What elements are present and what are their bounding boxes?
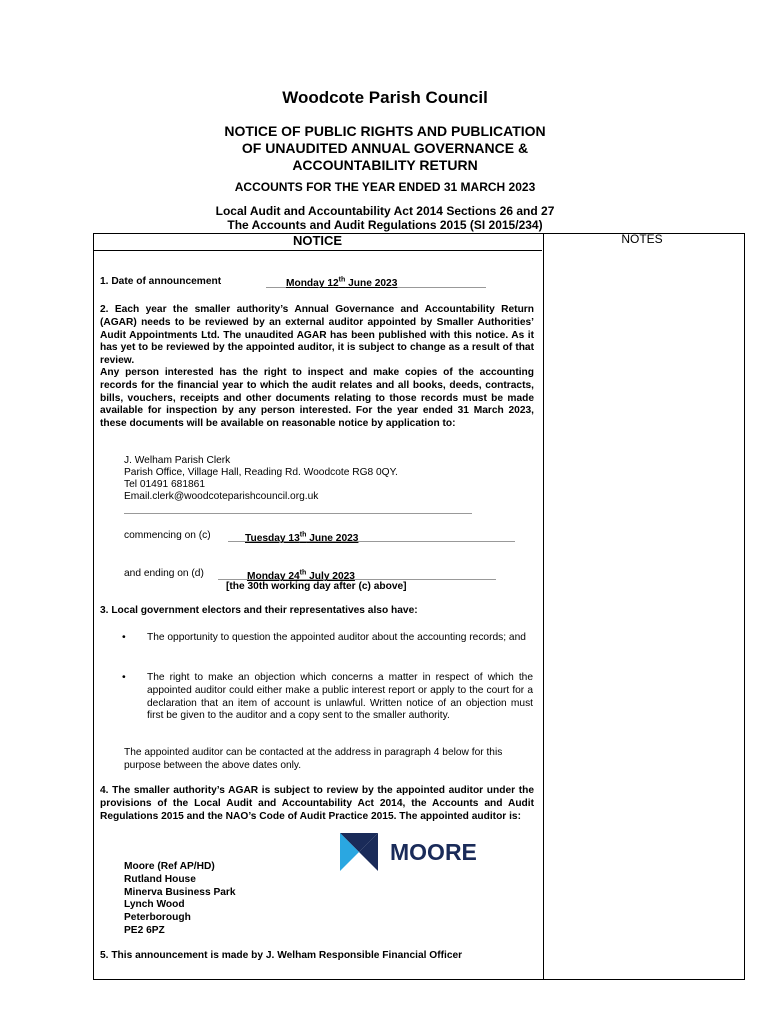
bullet-1-marker: • xyxy=(122,631,126,643)
commencing-label: commencing on (c) xyxy=(124,530,211,541)
auditor-line-5: Peterborough xyxy=(124,912,191,924)
bullet-2-marker: • xyxy=(122,671,126,683)
moore-logo xyxy=(340,833,490,871)
notes-column xyxy=(542,233,745,980)
legislation-line-2: The Accounts and Audit Regulations 2015 (SI 2015/234) xyxy=(227,218,543,232)
ending-label: and ending on (d) xyxy=(124,568,204,579)
legislation-line-1: Local Audit and Accountability Act 2014 Sections 26 and 27 xyxy=(215,204,555,218)
legislation xyxy=(0,204,770,232)
auditor-line-3: Minerva Business Park xyxy=(124,886,236,898)
auditor-address xyxy=(124,861,236,938)
contact-divider xyxy=(124,504,472,514)
section-3-heading: 3. Local government electors and their representatives also have: xyxy=(100,605,418,616)
notice-title-line-3: ACCOUNTABILITY RETURN xyxy=(292,157,478,173)
contact-email: Email.clerk@woodcoteparishcouncil.org.uk xyxy=(124,491,319,502)
commencing-date: Tuesday 13th June 2023 xyxy=(245,532,359,545)
notice-title-line-1: NOTICE OF PUBLIC RIGHTS AND PUBLICATION xyxy=(224,123,546,139)
auditor-line-2: Rutland House xyxy=(124,873,196,885)
working-day-note: [the 30th working day after (c) above] xyxy=(226,581,407,592)
contact-tel: Tel 01491 681861 xyxy=(124,479,206,490)
section-2-paragraph-1: 2. Each year the smaller authority’s Annual Governance and Accountability Return (AGAR) needs to be reviewed by an external auditor appointed by Smaller Authorities’ Audit Appointments Ltd. The unaudited AGAR has been published with this notice. As it has yet to be reviewed by the appointed auditor, it is subject to change as a result of that review. xyxy=(100,304,534,367)
section-5-statement: 5. This announcement is made by J. Welham Responsible Financial Officer xyxy=(100,950,463,961)
notice-heading-row xyxy=(93,233,542,251)
notice-title-line-2: OF UNAUDITED ANNUAL GOVERNANCE & xyxy=(241,140,529,156)
council-name: Woodcote Parish Council xyxy=(282,88,488,107)
ending-date: Monday 24th July 2023 xyxy=(247,570,355,583)
moore-logo-text: MOORE xyxy=(390,839,477,865)
section-3-bullet-2: The right to make an objection which concerns a matter in respect of which the appointed auditor could either make a public interest report or apply to the court for a declaration that an item of account is unlawful. Written notice of an objection must first be given to the auditor and a copy sent to the smaller authority. xyxy=(147,672,533,722)
announcement-date: Monday 12th June 2023 xyxy=(286,277,398,290)
accounts-line: ACCOUNTS FOR THE YEAR ENDED 31 MARCH 2023 xyxy=(234,180,536,194)
auditor-line-1: Moore (Ref AP/HD) xyxy=(124,861,215,872)
notice-title xyxy=(0,123,770,174)
section-4-paragraph: 4. The smaller authority’s AGAR is subject to review by the appointed auditor under the provisions of the Local Audit and Accountability Act 2014, the Accounts and Audit Regulations 2015 and the NAO’s Code of Audit Practice 2015. The appointed auditor is: xyxy=(100,785,534,822)
notice-heading: NOTICE xyxy=(292,233,343,248)
auditor-line-4: Lynch Wood xyxy=(124,899,185,911)
contact-address: Parish Office, Village Hall, Reading Rd. Woodcote RG8 0QY. xyxy=(124,467,398,478)
notes-heading: NOTES xyxy=(621,232,663,246)
section-2-paragraph-2: Any person interested has the right to inspect and make copies of the accounting records for the financial year to which the audit relates and all books, deeds, contracts, bills, vouchers, receipts and other documents relating to those records must be made available for inspection by any person interested. For the year ended 31 March 2023, these documents will be available on reasonable notice by application to: xyxy=(100,367,534,430)
date-of-announcement-label: 1. Date of announcement xyxy=(100,276,222,287)
auditor-contact-note: The appointed auditor can be contacted at the address in paragraph 4 below for this purpose between the above dates only. xyxy=(124,747,503,771)
section-3-bullet-1: The opportunity to question the appointed auditor about the accounting records; and xyxy=(147,632,526,643)
contact-name: J. Welham Parish Clerk xyxy=(124,455,231,466)
auditor-line-6: PE2 6PZ xyxy=(124,924,165,936)
